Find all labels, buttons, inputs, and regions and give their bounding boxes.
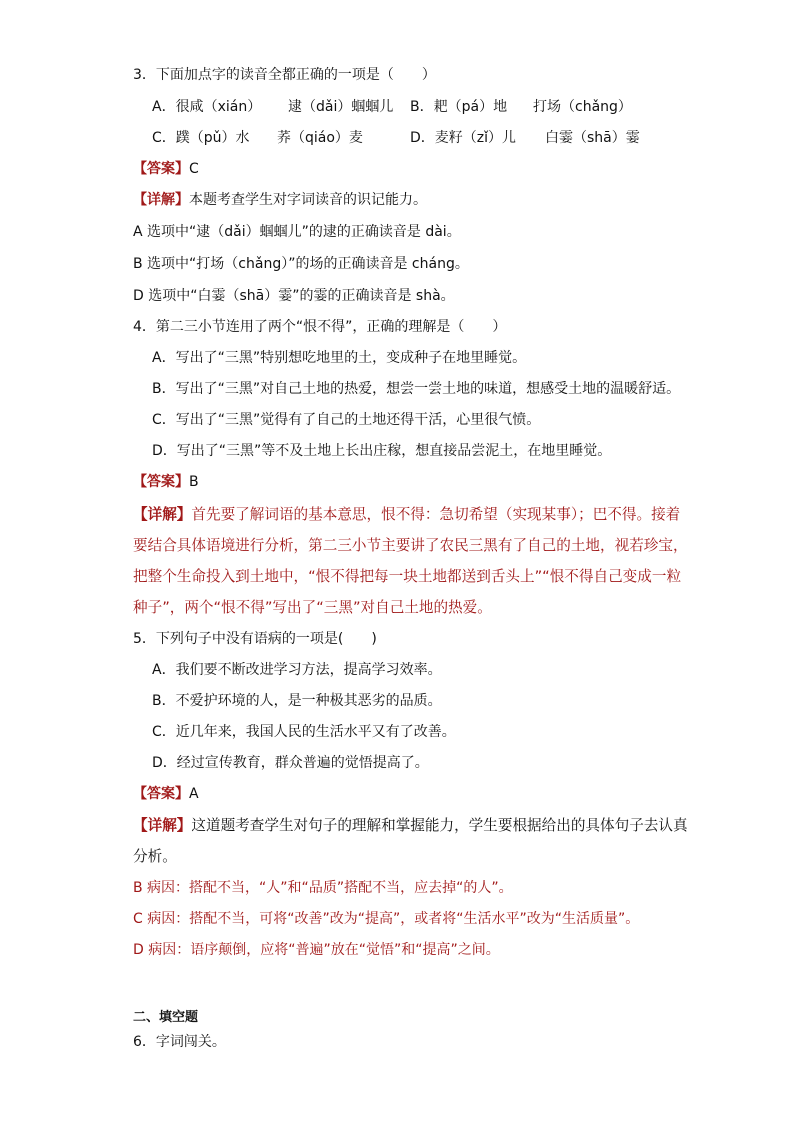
- q6-stem: 6．字词闯关。: [133, 1034, 226, 1050]
- section-title: 二、填空题: [133, 1010, 199, 1025]
- detail-text: 这道题考查学生对句子的理解和掌握能力，学生要根据给出的具体句子去认真: [191, 817, 688, 834]
- q5-option-a: A．我们要不断改进学习方法，提高学习效率。: [152, 662, 442, 678]
- q3-option-d-part1: D．麦籽（zǐ）儿: [410, 130, 517, 146]
- detail-tag: 【详解】: [133, 817, 192, 834]
- detail-tag: 【详解】: [133, 192, 189, 208]
- answer-tag: 【答案】: [133, 786, 189, 802]
- q4-option-b: B．写出了“三黑”对自己土地的热爱，想尝一尝土地的味道，想感受土地的温暖舒适。: [152, 381, 681, 397]
- q5-detail-line-1: [133, 816, 688, 836]
- answer-tag: 【答案】: [133, 474, 189, 490]
- q3-detail: [133, 190, 427, 210]
- q3-note-d: D 选项中“白霎（shā）霎”的霎的正确读音是 shà。: [133, 288, 455, 304]
- q3-stem: 3．下面加点字的读音全都正确的一项是（ ）: [133, 67, 436, 83]
- q5-note-c: C 病因：搭配不当，可将“改善”改为“提高”，或者将“生活水平”改为“生活质量”。: [133, 911, 640, 927]
- q5-option-c: C．近几年来，我国人民的生活水平又有了改善。: [152, 724, 456, 740]
- q3-options-row-2: [0, 128, 794, 148]
- q3-option-a-part1: A．很咸（xián）: [152, 99, 262, 115]
- q3-option-c-part2: 荞（qiáo）麦: [277, 130, 363, 146]
- q4-option-d: D．写出了“三黑”等不及土地上长出庄稼，想直接品尝泥土，在地里睡觉。: [152, 443, 612, 459]
- q4-option-c: C．写出了“三黑”觉得有了自己的土地还得干活，心里很气愤。: [152, 412, 541, 428]
- q3-option-c-part1: C．蹼（pǔ）水: [152, 130, 250, 146]
- q4-detail-line-4: 种子”，两个“恨不得”写出了“三黑”对自己土地的热爱。: [133, 599, 492, 616]
- q3-option-d-part2: 白霎（shā）霎: [545, 130, 640, 146]
- q5-stem: 5．下列句子中没有语病的一项是( ): [133, 631, 377, 647]
- q5-option-b: B．不爱护环境的人，是一种极其恶劣的品质。: [152, 693, 442, 709]
- q4-stem: 4．第二三小节连用了两个“恨不得”，正确的理解是（ ）: [133, 319, 507, 335]
- q4-detail-line-3: 把整个生命投入到土地中，“恨不得把每一块土地都送到舌头上”“恨不得自己变成一粒: [133, 568, 682, 585]
- q3-options-row-1: [0, 97, 794, 117]
- q4-answer: [133, 472, 199, 492]
- q3-note-a: A 选项中“逮（dǎi）蝈蝈儿”的逮的正确读音是 dài。: [133, 224, 461, 240]
- answer-tag: 【答案】: [133, 161, 189, 177]
- q4-detail-line-1: [133, 505, 680, 525]
- q3-option-b-part2: 打场（chǎng）: [533, 99, 632, 115]
- detail-tag: 【详解】: [133, 506, 192, 523]
- q3-answer: [133, 159, 199, 179]
- q4-detail-line-2: 要结合具体语境进行分析，第二三小节主要讲了农民三黑有了自己的土地，视若珍宝，: [133, 537, 688, 554]
- detail-text: 首先要了解词语的基本意思，恨不得：急切希望（实现某事）；巴不得。接着: [191, 506, 681, 523]
- answer-value: A: [189, 786, 199, 802]
- detail-text: 本题考查学生对字词读音的识记能力。: [189, 192, 427, 208]
- q5-answer: [133, 784, 199, 804]
- answer-value: C: [189, 161, 199, 177]
- q3-option-b-part1: B．耙（pá）地: [410, 99, 508, 115]
- q4-option-a: A．写出了“三黑”特别想吃地里的土，变成种子在地里睡觉。: [152, 350, 527, 366]
- q5-detail-line-2: 分析。: [133, 848, 177, 865]
- q5-option-d: D．经过宣传教育，群众普遍的觉悟提高了。: [152, 755, 429, 771]
- q5-note-d: D 病因：语序颠倒，应将“普遍”放在“觉悟”和“提高”之间。: [133, 942, 500, 958]
- q3-note-b: B 选项中“打场（chǎng）”的场的正确读音是 cháng。: [133, 256, 469, 272]
- q3-option-a-part2: 逮（dǎi）蝈蝈儿: [288, 99, 394, 115]
- q5-note-b: B 病因：搭配不当，“人”和“品质”搭配不当，应去掉“的人”。: [133, 880, 513, 896]
- answer-value: B: [189, 474, 199, 490]
